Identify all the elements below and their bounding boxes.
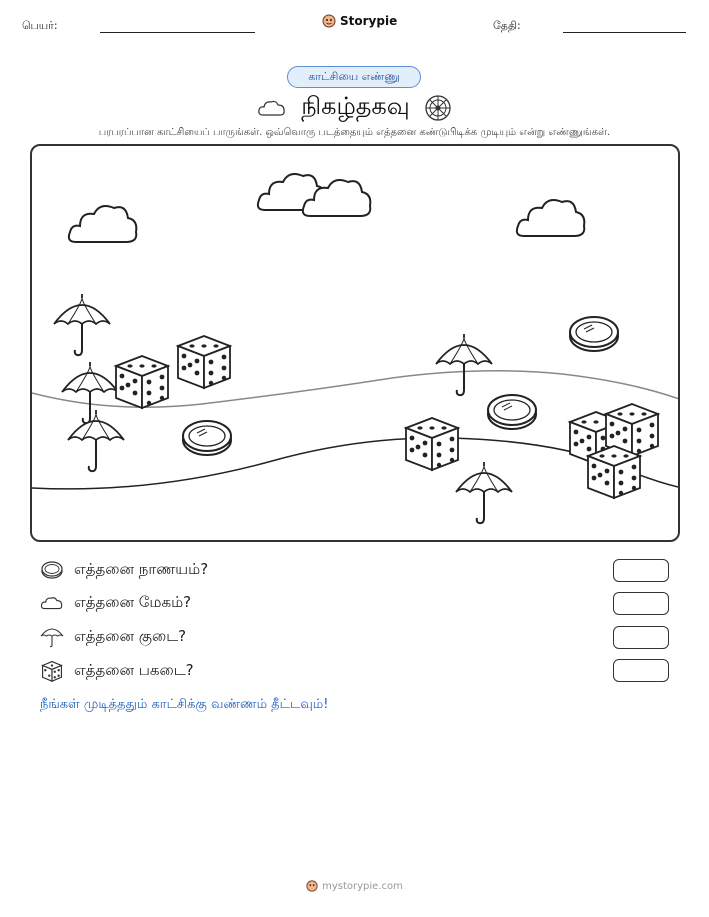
scene-cloud xyxy=(69,206,136,242)
logo xyxy=(322,14,397,28)
site-footer xyxy=(0,880,709,892)
scene-umbrella xyxy=(456,462,512,523)
page-title xyxy=(0,92,709,123)
scene-umbrella xyxy=(68,410,124,471)
scene-cloud xyxy=(517,200,584,236)
counting-scene xyxy=(30,144,680,542)
question-text: எத்தனை மேகம்? xyxy=(74,593,192,611)
question-text: எத்தனை குடை? xyxy=(74,627,187,645)
scene-umbrella xyxy=(62,362,118,423)
storypie-mascot-icon xyxy=(306,880,318,892)
date-line xyxy=(563,32,686,33)
answer-box-dice[interactable] xyxy=(613,659,669,682)
dice-icon xyxy=(40,660,64,682)
scene-die xyxy=(406,418,458,470)
wheel-icon xyxy=(424,94,452,122)
scene-coin xyxy=(488,395,536,429)
site-url[interactable]: mystorypie.com xyxy=(322,880,403,892)
umbrella-icon xyxy=(40,626,64,648)
question-text: எத்தனை நாணயம்? xyxy=(74,560,209,578)
question-umbrellas xyxy=(40,626,186,648)
logo-text: Storypie xyxy=(340,14,398,28)
question-coins xyxy=(40,560,208,580)
storypie-mascot-icon xyxy=(322,14,336,28)
scene-drawing xyxy=(32,146,680,542)
answer-box-coins[interactable] xyxy=(613,559,669,582)
scene-die xyxy=(178,336,230,388)
question-dice xyxy=(40,660,194,682)
instructions: பரபரப்பான காட்சியைப் பாருங்கள். ஒவ்வொரு படத்தையும் எத்தனை கண்டுபிடிக்க முடியும் என்று எண்ணுங்கள். xyxy=(98,127,611,138)
scene-umbrella xyxy=(54,294,110,355)
scene-coin xyxy=(183,421,231,455)
scene-die xyxy=(588,446,640,498)
coin-icon xyxy=(40,560,64,580)
title-text: நிகழ்தகவு xyxy=(301,92,410,120)
question-clouds xyxy=(40,593,191,613)
question-text: எத்தனை பகடை? xyxy=(74,661,194,679)
scene-umbrella xyxy=(436,334,492,395)
name-label: பெயர்: xyxy=(22,19,58,32)
coloring-instruction: நீங்கள் முடித்ததும் காட்சிக்கு வண்ணம் தீட்டவும்! xyxy=(40,697,329,712)
answer-box-clouds[interactable] xyxy=(613,592,669,615)
category-badge: காட்சியை எண்ணு xyxy=(287,66,421,88)
cloud-icon xyxy=(40,593,64,613)
scene-coin xyxy=(570,317,618,351)
date-label: தேதி: xyxy=(493,19,521,32)
answer-box-umbrellas[interactable] xyxy=(613,626,669,649)
scene-die xyxy=(116,356,168,408)
name-line xyxy=(100,32,255,33)
cloud-icon xyxy=(257,97,287,119)
